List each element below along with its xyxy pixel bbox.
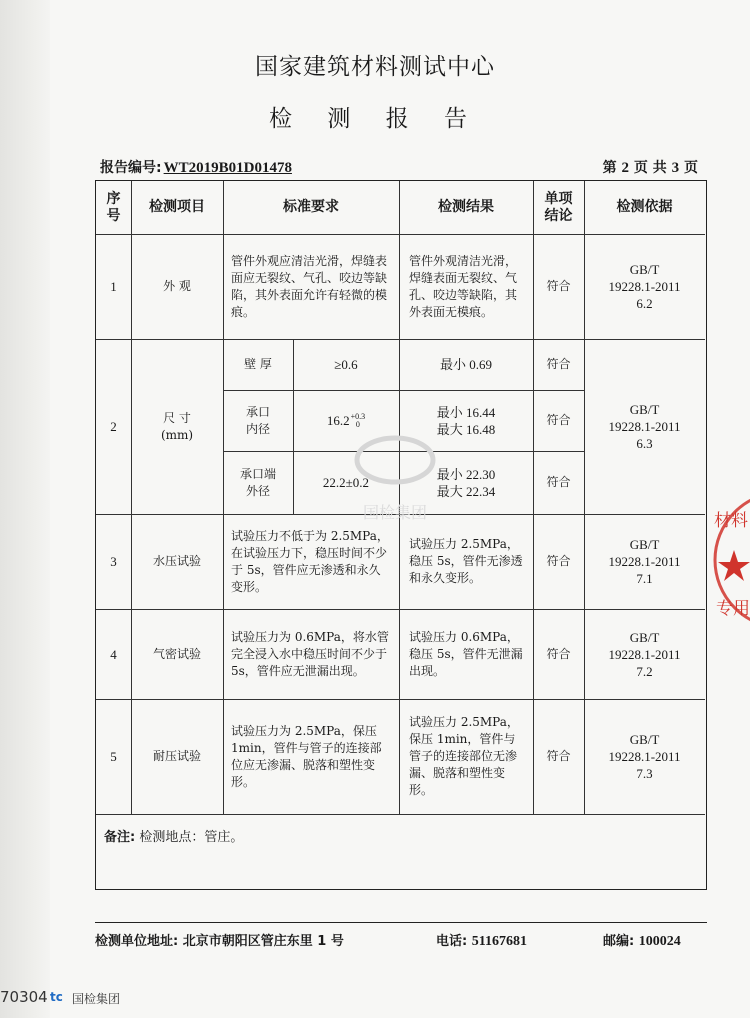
row5-basis: [584, 699, 705, 814]
page-mid: 页 共: [633, 160, 667, 176]
postcode-value: 100024: [638, 934, 681, 949]
tolerance-lower: 0: [355, 419, 360, 429]
basis-code: 19228.1-2011: [608, 419, 681, 434]
seal-text-top: 材料: [714, 511, 748, 531]
subrow-wall-standard: ≥0.6: [334, 357, 358, 372]
row1-item: 外 观: [163, 279, 191, 293]
col-header-standard: 标准要求: [283, 199, 339, 215]
subrow-outer-label: [223, 451, 293, 514]
subrow-inner-label-l2: 内径: [245, 421, 270, 436]
row5-standard: 试验压力为 2.5MPa，保压 1min，管件与管子的连接部位应无渗漏、脱落和塑性变形。: [231, 723, 382, 789]
row3-seq: 3: [110, 554, 117, 569]
remarks-label: 备注:: [104, 830, 136, 845]
col-header-result: 检测结果: [438, 199, 494, 215]
row2-basis: [584, 339, 705, 514]
watermark-text: 国检集团: [362, 503, 428, 522]
col-header-conclusion: 单项结论: [544, 190, 573, 224]
basis-standard: GB/T: [629, 402, 660, 417]
row4-seq: 4: [110, 646, 117, 662]
report-title: 检 测 报 告: [269, 106, 481, 132]
row1-seq: 1: [110, 279, 117, 294]
subrow-outer-conclusion: 符合: [546, 475, 571, 489]
company-logo-text: 国检集团: [72, 992, 121, 1006]
basis-standard: GB/T: [629, 629, 660, 645]
page-pre: 第: [602, 160, 617, 176]
footer-phone: [436, 930, 527, 950]
result-max: 最大 16.48: [436, 421, 496, 437]
document-code: 70304: [0, 988, 48, 1006]
address-label: 检测单位地址:: [95, 934, 179, 949]
row3-basis: [584, 514, 705, 609]
subrow-wall-label: 壁 厚: [244, 357, 272, 371]
page-current: 2: [621, 160, 629, 176]
report-number: [100, 157, 292, 177]
phone-value: 51167681: [471, 934, 527, 949]
results-table: [95, 180, 707, 890]
result-max: 最大 22.34: [436, 483, 496, 499]
row1-basis: [584, 234, 705, 339]
row5-conclusion: 符合: [546, 749, 571, 763]
footer-rule: [95, 922, 707, 923]
basis-standard: GB/T: [629, 537, 660, 552]
report-number-value: WT2019B01D01478: [163, 160, 292, 176]
report-number-label: 报告编号:: [100, 160, 162, 176]
basis-clause: 6.2: [636, 296, 653, 311]
row-divider: [96, 814, 705, 815]
page-post: 页: [684, 160, 698, 176]
seal-text-bottom: 专用: [716, 599, 750, 619]
basis-clause: 7.3: [636, 766, 653, 781]
subrow-inner-label: [223, 390, 293, 451]
basis-clause: 7.2: [636, 663, 653, 679]
basis-standard: GB/T: [629, 262, 660, 277]
subrow-inner-conclusion: 符合: [546, 413, 571, 427]
row1-result: 管件外观清洁光滑，焊缝表面无裂纹、气孔、咬边等缺陷，其外表面无模痕。: [409, 253, 518, 319]
subrow-outer-standard: 22.2±0.2: [322, 475, 370, 490]
subrow-outer-result: [399, 451, 533, 514]
address-value: 北京市朝阳区管庄东里 1 号: [182, 934, 344, 949]
row5-seq: 5: [110, 749, 117, 764]
company-logo-icon: tc: [50, 990, 63, 1004]
subrow-outer-label-l1: 承口端: [239, 466, 276, 481]
footer-address: [95, 930, 344, 949]
result-min: 最小 16.44: [436, 404, 496, 420]
tolerance-base: 16.2: [326, 413, 350, 428]
remarks: [104, 826, 243, 845]
col-header-item: 检测项目: [149, 199, 205, 215]
phone-label: 电话:: [436, 934, 468, 949]
basis-code: 19228.1-2011: [608, 554, 681, 569]
row4-conclusion: 符合: [546, 646, 571, 661]
row2-item: [131, 339, 223, 514]
row3-result: 试验压力 2.5MPa，稳压 5s，管件无渗透和永久变形。: [409, 537, 523, 585]
tolerance-upper: +0.3: [350, 411, 366, 421]
row4-standard: 试验压力为 0.6MPa，将水管完全浸入水中稳压时间不少于 5s，管件应无泄漏出现。: [231, 629, 389, 678]
row5-result: 试验压力 2.5MPa，保压 1min，管件与管子的连接部位无渗漏、脱落和塑性变形。: [409, 715, 519, 797]
binding-margin: [0, 0, 50, 1018]
subrow-inner-label-l1: 承口: [245, 404, 270, 419]
basis-code: 19228.1-2011: [608, 749, 681, 764]
row2-item-unit: (mm): [160, 427, 194, 442]
subrow-outer-label-l2: 外径: [245, 483, 270, 498]
footer-postcode: [603, 930, 681, 950]
col-header-seq: 序号: [106, 190, 121, 224]
page-total: 3: [671, 160, 680, 176]
basis-code: 19228.1-2011: [608, 646, 681, 662]
organization-name: 国家建筑材料测试中心: [255, 54, 495, 80]
row1-conclusion: 符合: [546, 279, 571, 293]
row5-item: 耐压试验: [152, 749, 201, 763]
basis-clause: 7.1: [636, 571, 653, 586]
row3-conclusion: 符合: [546, 554, 571, 568]
result-min: 最小 22.30: [436, 466, 496, 482]
row4-result: 试验压力 0.6MPa，稳压 5s，管件无泄漏出现。: [409, 629, 523, 678]
subrow-inner-standard: [293, 390, 399, 451]
row3-standard: 试验压力不低于为 2.5MPa，在试验压力下，稳压时间不少于 5s，管件应无渗透和永久变形。: [231, 528, 389, 594]
basis-standard: GB/T: [629, 732, 660, 747]
page-indicator: [603, 157, 698, 177]
row2-seq: 2: [110, 419, 117, 434]
row2-item-label: 尺 寸: [163, 410, 191, 425]
row1-standard: 管件外观应清洁光滑，焊缝表面应无裂纹、气孔、咬边等缺陷，其外表面允许有轻微的模痕。: [231, 253, 388, 319]
row4-basis: [584, 609, 705, 699]
row4-item: 气密试验: [152, 646, 201, 661]
col-header-basis: 检测依据: [616, 199, 673, 215]
subrow-inner-result: [399, 390, 533, 451]
postcode-label: 邮编:: [603, 934, 635, 949]
remarks-text: 检测地点：管庄。: [139, 830, 244, 845]
official-seal: [708, 488, 750, 638]
subrow-wall-result: 最小 0.69: [439, 357, 492, 372]
row3-item: 水压试验: [152, 554, 201, 568]
basis-code: 19228.1-2011: [608, 279, 681, 294]
basis-clause: 6.3: [636, 436, 653, 451]
subrow-wall-conclusion: 符合: [546, 357, 571, 371]
